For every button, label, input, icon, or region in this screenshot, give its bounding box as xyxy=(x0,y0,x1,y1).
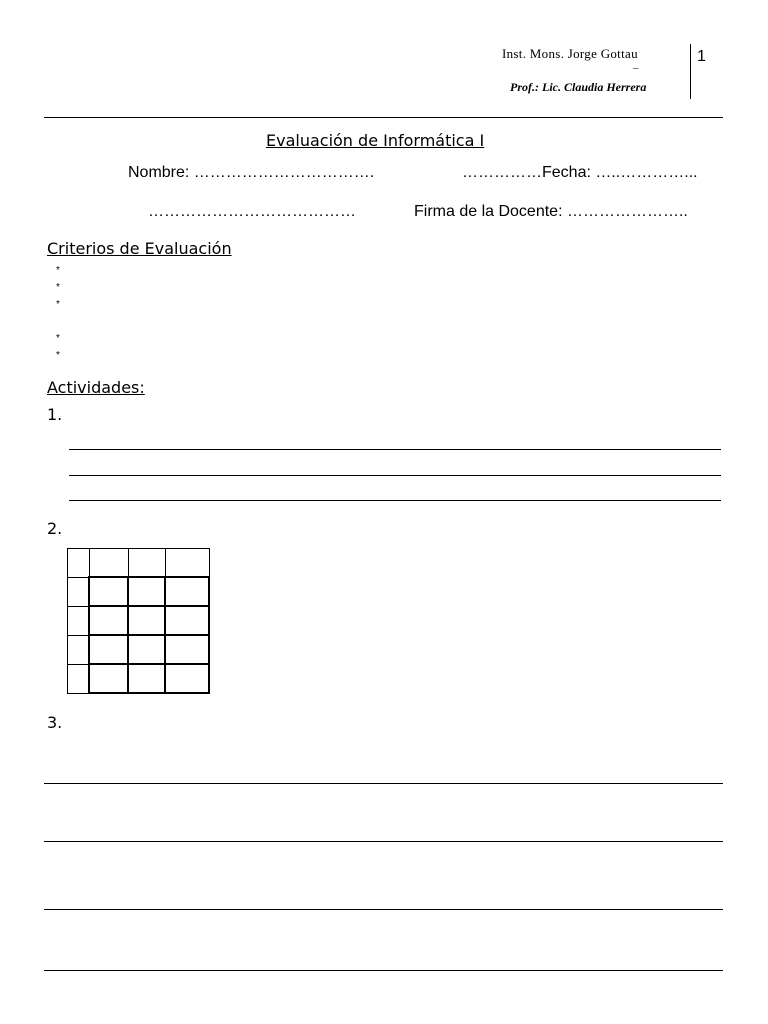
field-firma-docente[interactable]: Firma de la Docente: ………………….. xyxy=(414,203,688,220)
table-cell[interactable] xyxy=(89,635,128,664)
table-cell[interactable] xyxy=(128,577,165,606)
table-cell[interactable] xyxy=(128,606,165,635)
document-title: Evaluación de Informática I xyxy=(266,131,485,150)
activity-1-number: 1. xyxy=(47,405,63,424)
table-cell[interactable] xyxy=(165,664,209,693)
table-cell[interactable] xyxy=(68,549,90,578)
field-firma-blank[interactable]: ………………………………… xyxy=(148,203,356,220)
actividades-heading: Actividades: xyxy=(47,378,145,397)
table-cell[interactable] xyxy=(128,664,165,693)
page-number: 1 xyxy=(697,48,706,65)
answer-line[interactable] xyxy=(44,783,723,784)
answer-line[interactable] xyxy=(44,909,723,910)
activity-3-number: 3. xyxy=(47,713,63,732)
header-dash: – xyxy=(633,62,639,74)
criterio-bullet: * xyxy=(56,265,60,276)
table-cell[interactable] xyxy=(68,635,90,664)
activity-2-table xyxy=(67,548,210,694)
table-cell[interactable] xyxy=(89,577,128,606)
table-cell[interactable] xyxy=(89,606,128,635)
criterio-bullet: * xyxy=(56,350,60,361)
criterio-bullet: * xyxy=(56,333,60,344)
table-cell[interactable] xyxy=(68,606,90,635)
answer-line[interactable] xyxy=(44,841,723,842)
table-cell[interactable] xyxy=(89,664,128,693)
criterio-bullet: * xyxy=(56,299,60,310)
table-cell[interactable] xyxy=(68,664,90,693)
table-cell[interactable] xyxy=(68,577,90,606)
table-cell[interactable] xyxy=(128,549,165,578)
table-cell[interactable] xyxy=(165,635,209,664)
answer-line[interactable] xyxy=(69,449,721,450)
field-fecha[interactable]: ……………Fecha: …..…………... xyxy=(462,164,698,181)
answer-line[interactable] xyxy=(69,475,721,476)
field-nombre[interactable]: Nombre: ……………………………. xyxy=(128,164,375,181)
header-rule xyxy=(44,117,723,118)
table-cell[interactable] xyxy=(165,577,209,606)
table-cell[interactable] xyxy=(89,549,128,578)
header-institution: Inst. Mons. Jorge Gottau xyxy=(502,46,638,61)
table-cell[interactable] xyxy=(165,549,209,578)
answer-line[interactable] xyxy=(69,500,721,501)
header-teacher: Prof.: Lic. Claudia Herrera xyxy=(510,80,647,94)
criterios-heading: Criterios de Evaluación xyxy=(47,239,232,258)
table-cell[interactable] xyxy=(165,606,209,635)
criterio-bullet: * xyxy=(56,282,60,293)
activity-2-number: 2. xyxy=(47,519,63,538)
table-cell[interactable] xyxy=(128,635,165,664)
answer-line[interactable] xyxy=(44,970,723,971)
header-separator xyxy=(690,44,691,99)
